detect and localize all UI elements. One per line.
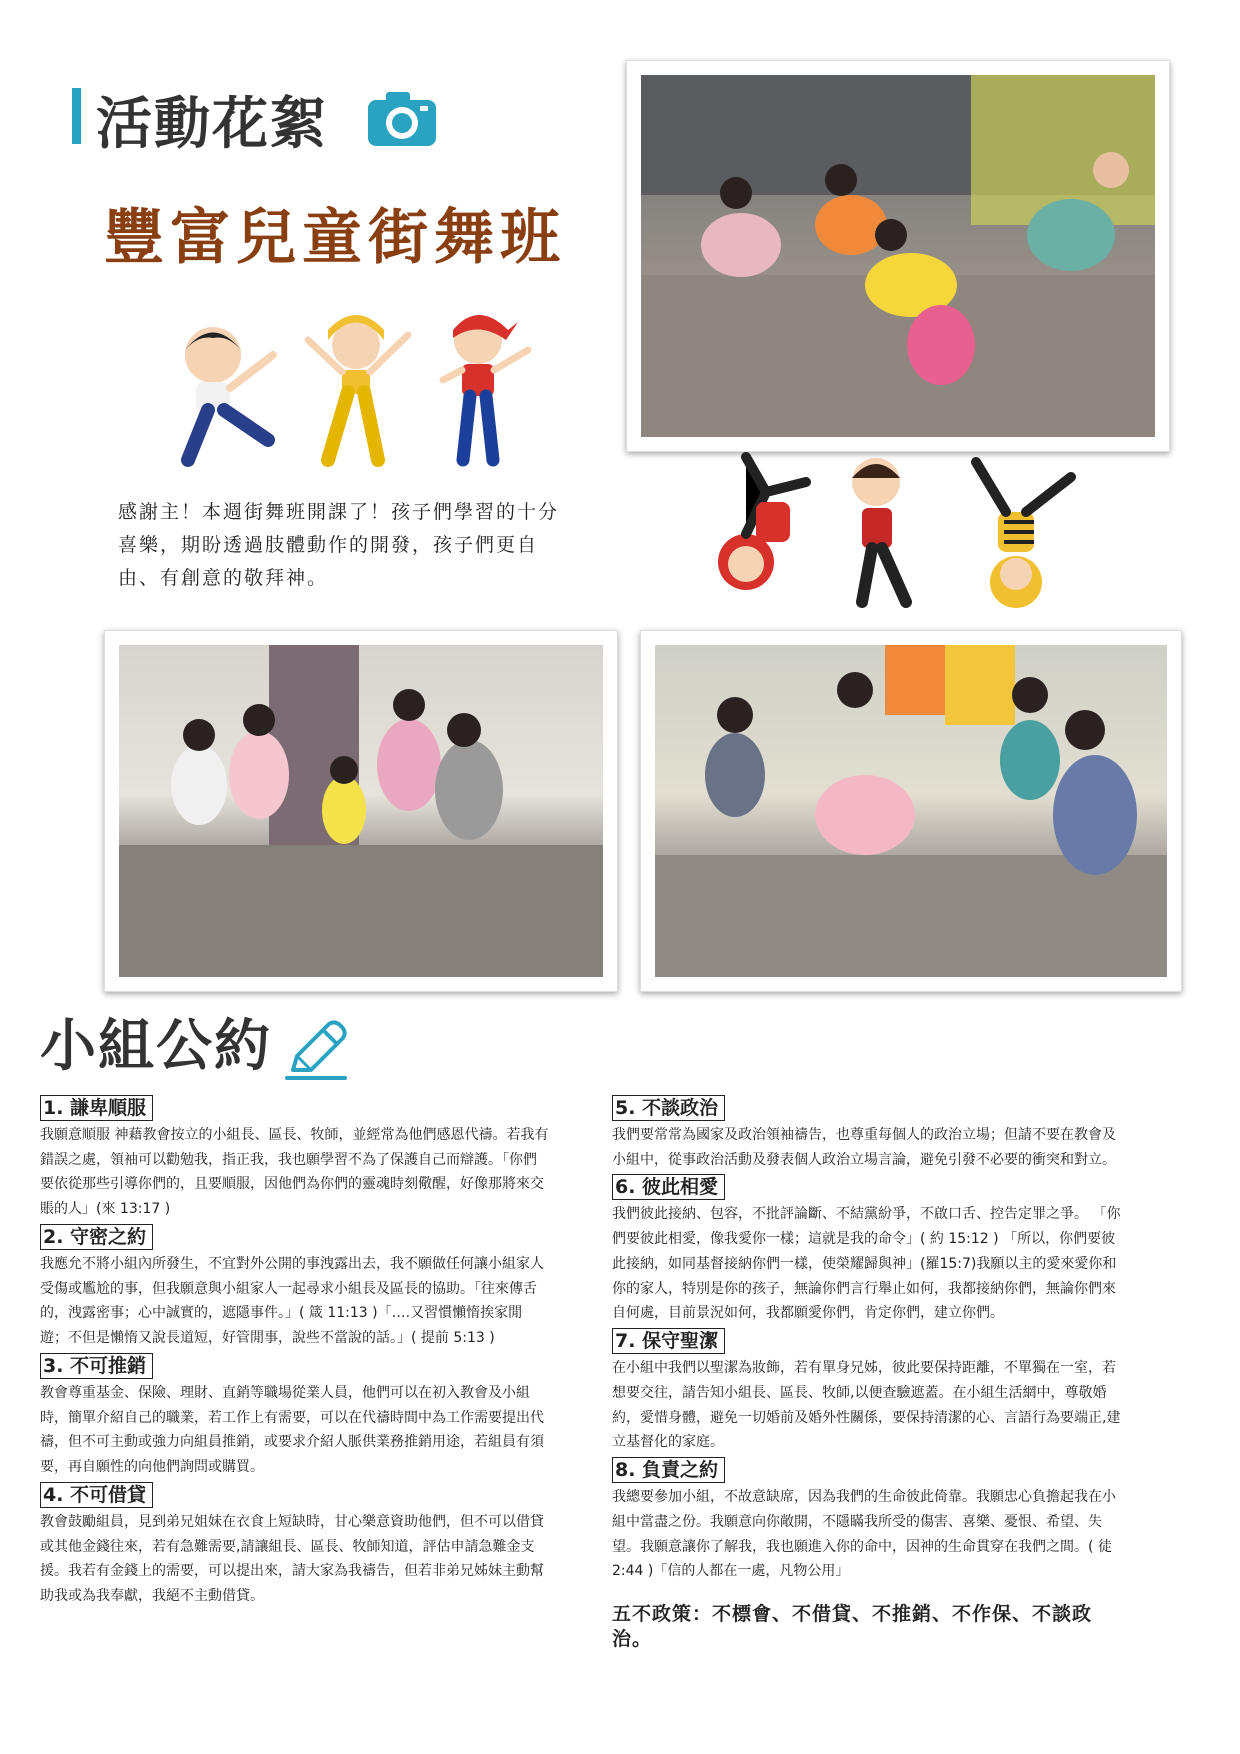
- thanks-paragraph: 感謝主！本週街舞班開課了！孩子們學習的十分喜樂，期盼透過肢體動作的開發，孩子們更自由、有創意的敬拜神。: [118, 501, 560, 589]
- rule-heading: 6. 彼此相愛: [612, 1174, 725, 1200]
- rule-heading: 3. 不可推銷: [40, 1353, 153, 1379]
- rule-heading: 2. 守密之約: [40, 1224, 153, 1250]
- page-title: 活動花絮: [96, 92, 328, 157]
- rule-item: [612, 1328, 1122, 1455]
- rule-heading: 5. 不談政治: [612, 1095, 725, 1121]
- rule-item: [612, 1457, 1122, 1584]
- dance-class-photo-3: [640, 630, 1182, 992]
- dance-class-photo-1: [626, 60, 1170, 452]
- rule-heading: 8. 負責之約: [612, 1457, 725, 1483]
- class-title: 豐富兒童街舞班: [104, 203, 566, 273]
- breakdance-kids-illustration: [686, 452, 1086, 622]
- dancing-kids-illustration: [158, 300, 568, 480]
- title-accent-bar: [72, 88, 81, 144]
- pencil-icon: [283, 1018, 349, 1084]
- dance-class-photo-2: [104, 630, 618, 992]
- rule-item: [40, 1095, 550, 1222]
- rule-item: [612, 1174, 1122, 1326]
- rules-right-column: [612, 1095, 1122, 1652]
- rule-body: 教會尊重基金、保險、理財、直銷等職場從業人員，他們可以在初入教會及小組時，簡單介紹自己的職業，若工作上有需要，可以在代禱時間中為工作需要提出代禱，但不可主動或強力向組員推銷，或要求介紹人脈供業務推銷用途，若組員有須要，再自願性的向他們詢問或購買。: [40, 1384, 544, 1476]
- rule-item: [40, 1482, 550, 1609]
- five-no-policy: 五不政策：不標會、不借貸、不推銷、不作保、不談政治。: [612, 1603, 1093, 1650]
- rule-body: 我們彼此接納、包容，不批評論斷、不結黨紛爭，不啟口舌、控告定罪之爭。 「你們要彼此相愛，像我愛你一樣；這就是我的命令」( 約 15:12 ) 「所以，你們要彼此接納，如同基督接納你們一樣，使榮耀歸與神」(羅15:7)我願以主的愛來愛你和你的家人，特別是你的孩子，無論你們言行舉止如何，我都接納你們，無論你們來自何處，目前景況如何，我都願愛你們，肯定你們，建立你們。: [612, 1206, 1121, 1322]
- rule-heading: 1. 謙卑順服: [40, 1095, 153, 1121]
- rule-item: [40, 1224, 550, 1351]
- rules-left-column: [40, 1095, 550, 1611]
- rule-body: 在小組中我們以聖潔為妝飾，若有單身兄姊，彼此要保持距離，不單獨在一室，若想要交往，請告知小組長、區長、牧師,以便查驗遮蓋。在小組生活網中，尊敬婚約，愛惜身體，避免一切婚前及婚外性關係，要保持清潔的心、言語行為要端正,建立基督化的家庭。: [612, 1359, 1121, 1451]
- rule-heading: 7. 保守聖潔: [612, 1328, 725, 1354]
- rule-item: [40, 1353, 550, 1480]
- rule-body: 我們要常常為國家及政治領袖禱告，也尊重每個人的政治立場；但請不要在教會及小組中，從事政治活動及發表個人政治立場言論，避免引發不必要的衝突和對立。: [612, 1126, 1116, 1168]
- camera-icon: [366, 88, 438, 148]
- rule-heading: 4. 不可借貸: [40, 1482, 153, 1508]
- section-title: 小組公約: [40, 1014, 272, 1079]
- rule-body: 教會鼓勵組員，見到弟兄姐妹在衣食上短缺時，甘心樂意資助他們，但不可以借貸或其他金錢往來，若有急難需要,請讓組長、區長、牧師知道，評估申請急難金支援。我若有金錢上的需要，可以提出來，請大家為我禱告，但若非弟兄姊妹主動幫助我或為我奉獻，我絕不主動借貸。: [40, 1513, 544, 1605]
- rule-body: 我願意順服 神藉教會按立的小組長、區長、牧師，並經常為他們感恩代禱。若我有錯誤之處，領袖可以勸勉我，指正我，我也願學習不為了保護自己而辯護。「你們要依從那些引導你們的，且要順服，因他們為你們的靈魂時刻儆醒，好像那將來交賬的人」(來 13:17 ): [40, 1126, 549, 1218]
- rule-body: 我應允不將小組內所發生，不宜對外公開的事洩露出去，我不願做任何讓小組家人受傷或尷尬的事，但我願意與小組家人一起尋求小組長及區長的協助。「往來傳舌的，洩露密事；心中誠實的，遮隱事件。」( 箴 11:13 )「….又習慣懶惰挨家閒遊；不但是懶惰又說長道短，好管閒事，說些不當說的話。」( 提前 5:13 ): [40, 1255, 544, 1347]
- rule-item: [612, 1095, 1122, 1172]
- rule-body: 我總要參加小組，不故意缺席，因為我們的生命彼此倚靠。我願忠心負擔起我在小組中當盡之份。我願意向你敞開，不隱瞞我所受的傷害、喜樂、憂恨、希望、失望。我願意讓你了解我，我也願進入你的命中，因神的生命貫穿在我們之間。( 徒 2:44 )「信的人都在一處，凡物公用」: [612, 1488, 1116, 1580]
